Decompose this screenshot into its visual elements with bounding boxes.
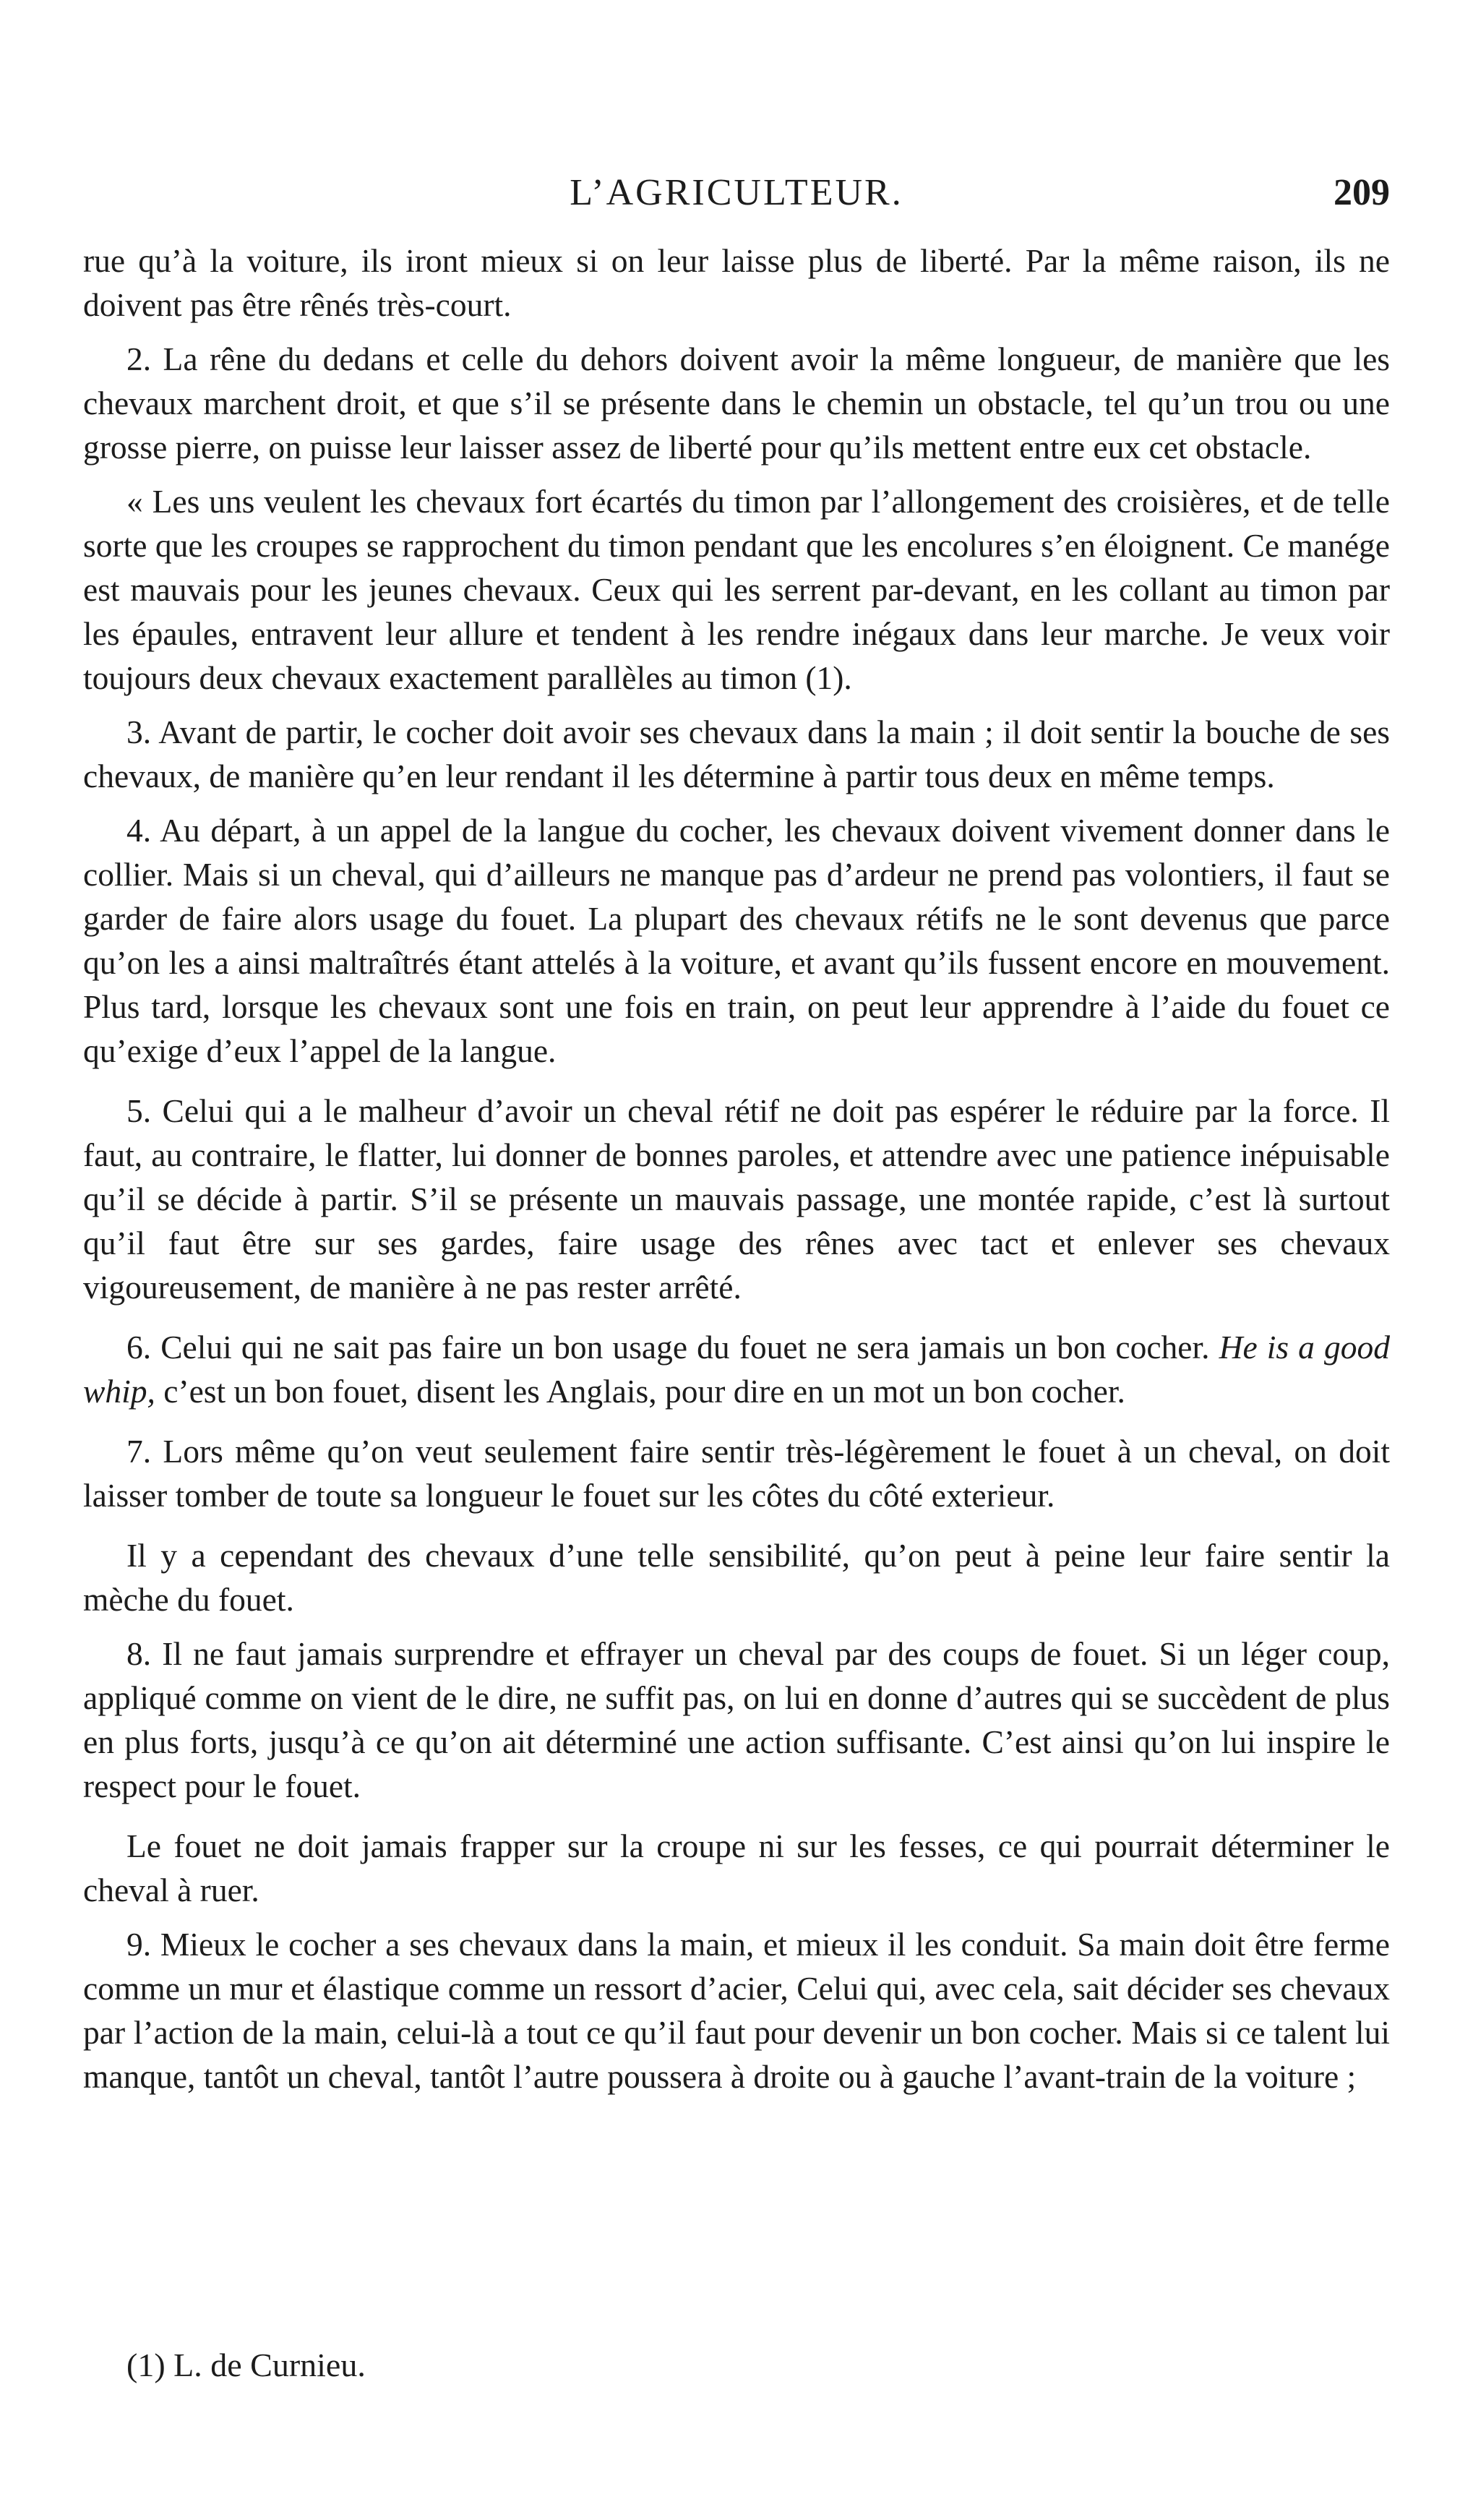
paragraph-6 [83, 1325, 1390, 1413]
page-number: 209 [1334, 172, 1390, 213]
paragraph-7: 7. Lors même qu’on veut seulement faire sentir très-légèrement le fouet à un cheval, on doit laisser tomber de toute sa longueur le fouet sur les côtes du côté exterieur. [83, 1433, 1390, 1514]
paragraph-3: 3. Avant de partir, le cocher doit avoir ses chevaux dans la main ; il doit sentir la bouche de ses chevaux, de manière qu’en leur rendant il les détermine à partir tous deux en même temps. [83, 713, 1390, 794]
paragraph-8-note: Le fouet ne doit jamais frapper sur la croupe ni sur les fesses, ce qui pourrait déterminer le cheval à ruer. [83, 1827, 1390, 1908]
paragraph-6-start: 6. Celui qui ne sait pas faire un bon usage du fouet ne sera jamais un bon cocher. [126, 1329, 1219, 1366]
footnote: (1) L. de Curnieu. [126, 2347, 366, 2383]
paragraph-2: 2. La rêne du dedans et celle du dehors doivent avoir la même longueur, de manière que les chevaux marchent droit, et que s’il se présente dans le chemin un obstacle, tel qu’un trou ou une grosse pierre, on puisse leur laisser assez de liberté pour qu’ils mettent entre eux cet obstacle. [83, 340, 1390, 466]
paragraph-5: 5. Celui qui a le malheur d’avoir un cheval rétif ne doit pas espérer le réduire par la force. Il faut, au contraire, le flatter, lui donner de bonnes paroles, et attendre avec une patience inépuisable qu’il se décide à partir. S’il se présente un mauvais passage, une montée rapide, c’est là surtout qu’il faut être sur ses gardes, faire usage des rênes avec tact et enlever ses chevaux vigoureusement, de manière à ne pas rester arrêté. [83, 1092, 1390, 1306]
paragraph-8: 8. Il ne faut jamais surprendre et effrayer un cheval par des coups de fouet. Si un léger coup, appliqué comme on vient de le dire, ne suffit pas, on lui en donne d’autres qui se succèdent de plus en plus forts, jusqu’à ce qu’on ait déterminé une action suffisante. C’est ainsi qu’on lui inspire le respect pour le fouet. [83, 1635, 1390, 1804]
paragraph-quote: « Les uns veulent les chevaux fort écartés du timon par l’allongement des croisières, et de telle sorte que les croupes se rapprochent du timon pendant que les encolures s’en éloignent. Ce manége est mauvais pour les jeunes chevaux. Ceux qui les serrent par-devant, en les collant au timon par les épaules, entravent leur allure et tendent à les rendre inégaux dans leur marche. Je veux voir toujours deux chevaux exactement parallèles au timon (1). [83, 483, 1390, 696]
running-head [83, 160, 1390, 226]
paragraph-7-note: Il y a cependant des chevaux d’une telle sensibilité, qu’on peut à peine leur faire sentir la mèche du fouet. [83, 1537, 1390, 1618]
body-text [83, 239, 1390, 2109]
paragraph-4: 4. Au départ, à un appel de la langue du cocher, les chevaux doivent vivement donner dans le collier. Mais si un cheval, qui d’ailleurs ne manque pas d’ardeur ne prend pas volontiers, il faut se garder de faire alors usage du fouet. La plupart des chevaux rétifs ne le sont devenus que parce qu’on les a ainsi maltraîtrés étant attelés à la voiture, et avant qu’ils fussent encore en mouvement. Plus tard, lorsque les chevaux sont une fois en train, on peut leur apprendre à l’aide du fouet ce qu’exige d’eux l’appel de la langue. [83, 812, 1390, 1069]
paragraph-continuation: rue qu’à la voiture, ils iront mieux si on leur laisse plus de liberté. Par la même raison, ils ne doivent pas être rênés très-court. [83, 242, 1390, 323]
paragraph-6-english-phrase: He is a good whip, [83, 1329, 1390, 1410]
paragraph-9: 9. Mieux le cocher a ses chevaux dans la main, et mieux il les conduit. Sa main doit être ferme comme un mur et élastique comme un ressort d’acier, Celui qui, avec cela, sait décider ses chevaux par l’action de la main, celui-là a tout ce qu’il faut pour devenir un bon cocher. Mais si ce talent lui manque, tantôt un cheval, tantôt l’autre poussera à droite ou à gauche l’avant-train de la voiture ; [83, 1926, 1390, 2095]
paragraph-6-end: c’est un bon fouet, disent les Anglais, pour dire en un mot un bon cocher. [155, 1373, 1125, 1410]
running-title: L’AGRICULTEUR. [570, 172, 903, 213]
